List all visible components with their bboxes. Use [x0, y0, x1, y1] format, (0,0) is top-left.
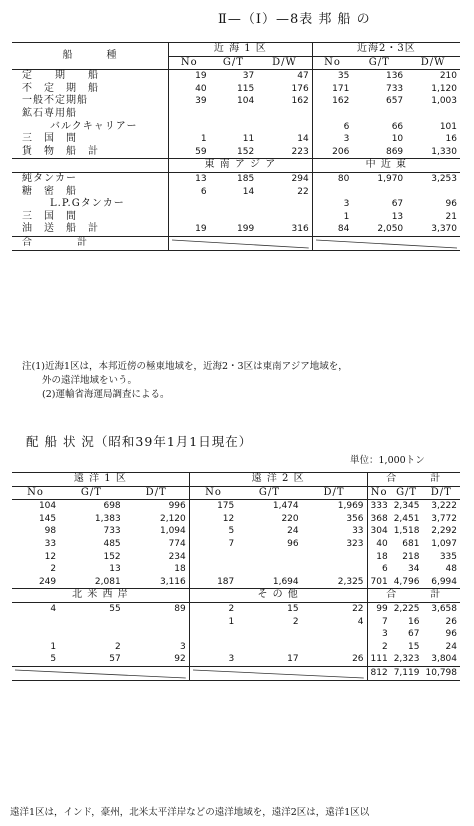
table-cell: 234	[168, 551, 186, 562]
table-cell: 6	[169, 186, 210, 199]
table-row	[12, 628, 460, 641]
sub-header: D/T	[145, 486, 167, 498]
group-header: 遠 洋 1 区	[12, 473, 189, 487]
table-cell: 80	[312, 172, 352, 185]
table-cell: 2,292	[431, 526, 457, 537]
table-cell: 1,330	[431, 146, 457, 157]
table-cell	[257, 198, 312, 211]
table-row	[12, 198, 460, 211]
table-cell	[189, 551, 237, 564]
table-cell	[406, 108, 460, 121]
table-cell: 136	[385, 71, 404, 82]
table-cell: 13	[391, 211, 404, 222]
table-cell: 145	[38, 513, 57, 524]
diagonal-line	[316, 237, 457, 249]
table-cell: 2,451	[393, 513, 420, 524]
table-cell	[12, 616, 59, 629]
table-cell: 4	[50, 603, 57, 614]
table-row	[12, 108, 460, 121]
table-cell	[169, 108, 210, 121]
table-cell: 47	[297, 71, 309, 82]
row-label: 三 国 間	[22, 210, 77, 222]
row-label: 純タンカー	[22, 172, 77, 184]
table-cell: 2,325	[337, 576, 364, 587]
table-cell: 2	[50, 564, 57, 575]
table-cell: 37	[242, 71, 255, 82]
table-cell: 7	[189, 538, 237, 551]
row-label: L.P.Gタンカー	[50, 198, 125, 210]
table-cell: 356	[346, 513, 364, 524]
table-cell	[406, 186, 460, 199]
table-cell: 39	[169, 95, 210, 108]
table-cell: 96	[287, 538, 299, 549]
table-cell: 210	[439, 71, 457, 82]
table-cell: 2,323	[393, 654, 420, 665]
table-cell: 7	[367, 616, 391, 629]
table-cell: 176	[291, 83, 309, 94]
table-cell: 6	[312, 121, 352, 134]
table-cell: 218	[402, 551, 420, 562]
table-cell: 48	[445, 564, 457, 575]
table-cell: 3,658	[431, 603, 457, 614]
table-cell	[302, 551, 367, 564]
table-cell	[257, 211, 312, 224]
table-cell: 335	[439, 551, 457, 562]
table-cell	[312, 108, 352, 121]
table-cell: 1,474	[272, 501, 299, 512]
table-cell: 5	[189, 525, 237, 538]
table-row	[12, 653, 460, 666]
table-cell: 67	[408, 629, 420, 640]
sub-header: D/W	[272, 56, 297, 68]
table-cell: 681	[402, 538, 420, 549]
table-cell: 22	[297, 186, 309, 197]
sub-header: G/T	[258, 486, 280, 498]
table-cell: 104	[38, 501, 57, 512]
sub-header: G/T	[396, 486, 418, 498]
row-label: 鉱石専用船	[22, 107, 77, 119]
table-cell: 152	[103, 551, 121, 562]
table-cell: 162	[291, 96, 309, 107]
table-row	[12, 121, 460, 134]
table-cell: 4	[357, 616, 364, 627]
group-header: そ の 他	[189, 589, 367, 603]
table-cell: 16	[408, 616, 420, 627]
table-cell: 185	[237, 173, 255, 184]
sub-header: G/T	[80, 486, 102, 498]
table-cell	[210, 108, 258, 121]
table-row	[12, 223, 460, 236]
table-cell: 15	[408, 641, 420, 652]
table-row	[12, 616, 460, 629]
table-cell: 6	[367, 563, 391, 576]
group-header: 遠 洋 2 区	[189, 473, 367, 487]
table-cell: 485	[103, 538, 121, 549]
sub-header: No	[312, 56, 352, 70]
table-cell: 2,081	[94, 576, 121, 587]
group-header: 中 近 東	[312, 159, 460, 173]
table-row	[12, 525, 460, 538]
table-cell: 2	[367, 641, 391, 654]
row-label: 一般不定期船	[22, 95, 88, 107]
row-label: 油 送 船 計	[22, 223, 99, 235]
table-cell: 294	[291, 173, 309, 184]
table-cell: 162	[312, 95, 352, 108]
table-row	[12, 83, 460, 96]
table-cell: 3	[180, 641, 186, 652]
table-row	[12, 146, 460, 159]
table-cell	[169, 121, 210, 134]
table-cell: 19	[169, 223, 210, 236]
table-cell: 6,994	[431, 576, 457, 587]
table-cell: 5	[50, 654, 57, 665]
table-cell: 24	[445, 641, 457, 652]
table-cell	[210, 121, 258, 134]
sub-header: G/T	[368, 56, 390, 68]
table-cell: 111	[367, 653, 391, 666]
table-cell: 34	[408, 564, 420, 575]
table-cell: 701	[367, 576, 391, 589]
table-cell: 13	[109, 564, 121, 575]
table-cell: 16	[445, 134, 457, 145]
group-header: 合 計	[367, 589, 460, 603]
table-cell: 12	[44, 551, 57, 562]
total-cell: 812	[367, 666, 391, 680]
table-cell	[302, 641, 367, 654]
table-cell: 67	[391, 199, 404, 210]
table-cell: 1,970	[377, 173, 404, 184]
group-header: 近 海 1 区	[169, 43, 313, 57]
table-cell: 175	[189, 500, 237, 513]
note-1b: 外の遠洋地域をいう。	[42, 375, 138, 386]
section-title: 配 船 状 況（昭和39年1月1日現在）	[26, 434, 253, 449]
table-cell: 3	[312, 133, 352, 146]
table-cell: 996	[168, 501, 186, 512]
table-title: Ⅱ—（Ⅰ）—8表 邦 船 の	[218, 12, 371, 27]
table-cell: 89	[174, 603, 186, 614]
row-label: 三 国 間	[22, 133, 77, 145]
table-cell: 733	[385, 83, 404, 94]
diagonal-cell	[12, 666, 189, 680]
table-cell: 1,120	[431, 83, 457, 94]
table-cell: 4,796	[393, 576, 420, 587]
table-cell: 35	[312, 70, 352, 83]
table-cell	[124, 616, 190, 629]
table-cell: 304	[367, 525, 391, 538]
table-row	[12, 641, 460, 654]
table-cell: 869	[385, 146, 404, 157]
table-cell	[352, 186, 406, 199]
table-cell: 1,694	[272, 576, 299, 587]
table-cell: 22	[352, 603, 364, 614]
sub-header: No	[27, 486, 44, 498]
table-cell: 733	[103, 526, 121, 537]
table-cell: 1,097	[431, 538, 457, 549]
table-cell: 57	[109, 654, 121, 665]
table-cell: 774	[168, 538, 186, 549]
table-cell: 323	[346, 538, 364, 549]
row-label: 定 期 船	[22, 70, 99, 82]
table-cell: 96	[445, 629, 457, 640]
table-cell: 3,804	[431, 654, 457, 665]
sub-header: No	[169, 56, 210, 70]
table-cell: 14	[242, 186, 255, 197]
table-cell	[302, 563, 367, 576]
note-2: (2)運輸省海運局調査による。	[42, 389, 170, 400]
unit-label: 単位：1,000トン	[350, 455, 425, 466]
table-row	[12, 576, 460, 589]
table-cell: 40	[367, 538, 391, 551]
table-cell: 96	[445, 199, 457, 210]
total-cell: 10,798	[425, 667, 457, 678]
table-cell: 101	[439, 121, 457, 132]
table-cell: 99	[367, 602, 391, 615]
table-cell: 187	[189, 576, 237, 589]
table-cell: 223	[291, 146, 309, 157]
sub-header: No	[189, 486, 237, 500]
footer-text: 遠洋1区は，インド，豪州，北米太平洋岸などの遠洋地域を，遠洋2区は，遠洋1区以	[10, 807, 370, 818]
table-cell: 1	[50, 641, 57, 652]
table-cell: 2	[189, 602, 237, 615]
table-cell: 698	[103, 501, 121, 512]
table-row	[12, 133, 460, 146]
table-cell	[237, 641, 301, 654]
table-cell: 152	[237, 146, 255, 157]
table-cell: 2	[292, 616, 299, 627]
table-row	[12, 211, 460, 224]
table-cell: 59	[169, 146, 210, 159]
sub-header: No	[367, 486, 391, 500]
table-cell: 171	[312, 83, 352, 96]
table-row	[12, 186, 460, 199]
table-cell: 3	[367, 628, 391, 641]
col-ship-type: 船 種	[12, 43, 169, 70]
table-cell: 55	[109, 603, 121, 614]
group-header: 東 南 ア ジ ア	[169, 159, 313, 173]
total-label: 合 計	[22, 236, 88, 248]
row-label: 貨 物 船 計	[22, 145, 99, 157]
row-label: 不 定 期 船	[22, 82, 99, 94]
table-cell: 13	[169, 172, 210, 185]
table-row	[12, 538, 460, 551]
allocation-table	[12, 472, 460, 681]
table-cell: 17	[287, 654, 299, 665]
table-cell: 18	[174, 564, 186, 575]
table-cell: 3	[312, 198, 352, 211]
table-cell	[59, 616, 124, 629]
table-cell: 3,772	[431, 513, 457, 524]
table-cell	[237, 551, 301, 564]
table-cell: 3,116	[159, 576, 186, 587]
table-cell	[169, 198, 210, 211]
table-cell: 2,345	[393, 501, 420, 512]
table-cell: 26	[445, 616, 457, 627]
table-cell	[257, 121, 312, 134]
group-header: 近海2・3区	[312, 43, 460, 57]
diagonal-line	[193, 667, 364, 679]
group-header: 北 米 西 岸	[12, 589, 189, 603]
table-cell: 98	[44, 526, 57, 537]
table-cell	[12, 628, 59, 641]
table-cell	[257, 108, 312, 121]
table-cell	[189, 641, 237, 654]
table-cell: 33	[352, 526, 364, 537]
table-cell: 657	[385, 96, 404, 107]
table-row	[12, 500, 460, 513]
table-row	[12, 563, 460, 576]
table-cell: 14	[297, 134, 309, 145]
table-row	[12, 95, 460, 108]
table-cell	[189, 563, 237, 576]
group-header: 合 計	[367, 473, 460, 487]
diagonal-cell	[189, 666, 367, 680]
sub-header: D/T	[323, 486, 345, 498]
table-cell: 1,969	[337, 501, 364, 512]
table-cell: 115	[237, 83, 255, 94]
table-cell: 1,003	[431, 96, 457, 107]
table-cell: 3,222	[431, 501, 457, 512]
total-cell: 7,119	[393, 667, 420, 678]
table-cell: 21	[445, 211, 457, 222]
table-cell: 333	[367, 500, 391, 513]
table-cell: 1,383	[94, 513, 121, 524]
table-cell: 18	[367, 551, 391, 564]
table-cell	[124, 628, 190, 641]
table-cell	[189, 628, 237, 641]
table-row	[12, 602, 460, 615]
ship-type-table	[12, 42, 460, 251]
row-label: バルクキャリアー	[50, 120, 138, 132]
diagonal-line	[15, 667, 186, 679]
table-cell: 1	[312, 211, 352, 224]
table-cell	[210, 198, 258, 211]
table-cell	[312, 186, 352, 199]
table-cell: 1,094	[159, 526, 186, 537]
table-cell	[210, 211, 258, 224]
table-cell	[59, 628, 124, 641]
row-label: 糖 密 船	[22, 185, 77, 197]
table-cell: 84	[312, 223, 352, 236]
table-cell: 26	[352, 654, 364, 665]
table-cell: 316	[291, 224, 309, 235]
table-cell: 2	[114, 641, 121, 652]
table-cell: 249	[38, 576, 57, 587]
table-row	[12, 70, 460, 83]
table-cell: 10	[391, 134, 404, 145]
sub-header: D/W	[420, 56, 446, 68]
table-cell	[302, 628, 367, 641]
table-cell: 66	[391, 121, 404, 132]
table-cell: 12	[189, 513, 237, 526]
table-cell: 3,253	[431, 173, 457, 184]
table-row	[12, 172, 460, 185]
table-cell: 3	[189, 653, 237, 666]
note-1: 注(1)近海1区は，本邦近傍の極東地域を，近海2・3区は東南アジア地域を，	[22, 361, 348, 372]
table-cell: 3,370	[431, 224, 457, 235]
table-cell: 220	[281, 513, 299, 524]
table-cell: 104	[237, 96, 255, 107]
table-cell: 199	[237, 224, 255, 235]
table-cell	[237, 563, 301, 576]
table-cell: 206	[312, 146, 352, 159]
table-cell: 1	[169, 133, 210, 146]
table-row	[12, 513, 460, 526]
table-cell: 24	[287, 526, 299, 537]
sub-header: G/T	[222, 56, 244, 68]
table-cell: 2,120	[159, 513, 186, 524]
table-cell: 368	[367, 513, 391, 526]
table-cell	[352, 108, 406, 121]
diagonal-line	[172, 237, 309, 249]
table-cell: 19	[169, 70, 210, 83]
table-cell	[237, 628, 301, 641]
table-cell: 33	[44, 538, 57, 549]
table-cell: 2,225	[393, 603, 420, 614]
table-cell: 15	[287, 603, 299, 614]
table-cell: 11	[242, 134, 255, 145]
table-cell	[169, 211, 210, 224]
table-cell: 92	[174, 654, 186, 665]
table-cell: 40	[169, 83, 210, 96]
table-cell: 2,050	[377, 224, 404, 235]
table-cell: 1	[189, 616, 237, 629]
sub-header: D/T	[430, 486, 452, 498]
table-cell: 1,518	[393, 526, 420, 537]
table-row	[12, 551, 460, 564]
